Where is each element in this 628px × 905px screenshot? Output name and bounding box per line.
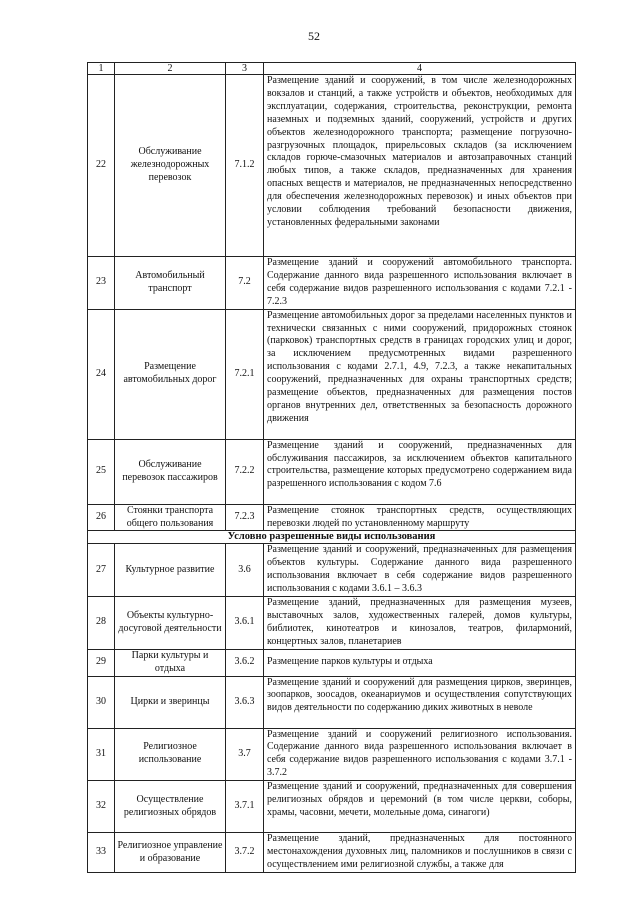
use-type-code: 3.6.2 (226, 649, 264, 676)
row-number: 22 (88, 75, 115, 257)
row-number: 33 (88, 833, 115, 873)
header-cell: 2 (115, 63, 226, 75)
use-type-name: Автомобильный транспорт (115, 257, 226, 310)
use-type-name: Парки культуры и отдыха (115, 649, 226, 676)
header-row (88, 63, 576, 75)
use-type-code: 7.2.3 (226, 504, 264, 531)
row-number: 30 (88, 676, 115, 728)
use-type-name: Объекты культурно-досуговой деятельности (115, 597, 226, 650)
table-row (88, 75, 576, 257)
table-row (88, 544, 576, 597)
row-number: 28 (88, 597, 115, 650)
use-type-description: Размещение зданий, предназначенных для размещения музеев, выставочных залов, художественных галерей, домов культуры, библиотек, кинотеатров и кинозалов, театров, филармоний, концертных залов, планетариев (264, 597, 576, 650)
row-number: 26 (88, 504, 115, 531)
row-number: 23 (88, 257, 115, 310)
table-row (88, 649, 576, 676)
use-type-description: Размещение зданий и сооружений, предназначенных для совершения религиозных обрядов и церемоний (в том числе церкви, соборы, храмы, часовни, мечети, молельные дома, синагоги) (264, 781, 576, 833)
use-type-code: 7.2 (226, 257, 264, 310)
use-type-code: 3.6 (226, 544, 264, 597)
use-type-code: 3.7.1 (226, 781, 264, 833)
use-type-description: Размещение стоянок транспортных средств, осуществляющих перевозки людей по установленному маршруту (264, 504, 576, 531)
use-type-name: Обслуживание железнодорожных перевозок (115, 75, 226, 257)
header-cell: 4 (264, 63, 576, 75)
table-row (88, 504, 576, 531)
use-type-name: Обслуживание перевозок пассажиров (115, 439, 226, 504)
table-row (88, 597, 576, 650)
row-number: 25 (88, 439, 115, 504)
use-type-name: Размещение автомобильных дорог (115, 309, 226, 439)
use-type-name: Осуществление религиозных обрядов (115, 781, 226, 833)
header-cell: 3 (226, 63, 264, 75)
row-number: 27 (88, 544, 115, 597)
use-type-code: 7.1.2 (226, 75, 264, 257)
use-type-code: 3.7 (226, 728, 264, 781)
use-type-description: Размещение зданий и сооружений, предназначенных для размещения объектов культуры. Содержание данного вида разрешенного использования включает в себя содержание видов разрешенного использования с кодами 3.6.1 – 3.6.3 (264, 544, 576, 597)
row-number: 31 (88, 728, 115, 781)
table-row (88, 833, 576, 873)
use-type-description: Размещение зданий, предназначенных для постоянного местонахождения духовных лиц, паломников и послушников в связи с осуществлением ими религиозной службы, а также для (264, 833, 576, 873)
use-type-code: 7.2.2 (226, 439, 264, 504)
table-row (88, 439, 576, 504)
use-type-name: Культурное развитие (115, 544, 226, 597)
use-type-description: Размещение зданий и сооружений автомобильного транспорта. Содержание данного вида разрешенного использования включает в себя содержание видов разрешенного использования с кодами 7.2.1 - 7.2.3 (264, 257, 576, 310)
section-header-row (88, 531, 576, 544)
use-type-description: Размещение зданий и сооружений религиозного использования. Содержание данного вида разрешенного использования включает в себя содержание видов разрешенного использования с кодами 3.7.1 - 3.7.2 (264, 728, 576, 781)
use-type-name: Религиозное управление и образование (115, 833, 226, 873)
section-title: Условно разрешенные виды использования (88, 531, 576, 544)
table-row (88, 781, 576, 833)
use-type-name: Стоянки транспорта общего пользования (115, 504, 226, 531)
page-number: 52 (308, 29, 320, 43)
table-row (88, 676, 576, 728)
use-type-description: Размещение зданий и сооружений, предназначенных для обслуживания пассажиров, за исключением объектов капитального строительства, размещение которых предусмотрено содержанием вида разрешенного использования с кодом 7.6 (264, 439, 576, 504)
row-number: 29 (88, 649, 115, 676)
land-use-table (87, 62, 576, 873)
use-type-name: Цирки и зверинцы (115, 676, 226, 728)
use-type-description: Размещение автомобильных дорог за пределами населенных пунктов и технически связанных с ними сооружений, придорожных стоянок (парковок) транспортных средств в границах городских улиц и дорог, за исключением предусмотренных видами разрешенного использования с кодами 2.7.1, 4.9, 7.2.3, а также некапитальных сооружений, предназначенных для охраны транспортных средств; размещение объектов, предназначенных для размещения постов органов внутренних дел, ответственных за безопасность дорожного движения (264, 309, 576, 439)
use-type-description: Размещение парков культуры и отдыха (264, 649, 576, 676)
header-cell: 1 (88, 63, 115, 75)
use-type-code: 3.6.3 (226, 676, 264, 728)
use-type-code: 7.2.1 (226, 309, 264, 439)
table-row (88, 728, 576, 781)
use-type-name: Религиозное использование (115, 728, 226, 781)
use-type-description: Размещение зданий и сооружений, в том числе железнодорожных вокзалов и станций, а также устройств и объектов, необходимых для эксплуатации, содержания, строительства, реконструкции, ремонта наземных и подземных зданий, сооружений, устройств и других объектов железнодорожного транспорта; размещение погрузочно-разгрузочных площадок, прирельсовых складов (за исключением складов горюче-смазочных материалов и автозаправочных станций любых типов, а также складов, предназначенных для хранения опасных веществ и материалов, не предназначенных непосредственно для обеспечения железнодорожных перевозок) и иных объектов при условии соблюдения требований безопасности движения, установленных федеральными законами (264, 75, 576, 257)
table-row (88, 257, 576, 310)
use-type-code: 3.7.2 (226, 833, 264, 873)
use-type-code: 3.6.1 (226, 597, 264, 650)
row-number: 32 (88, 781, 115, 833)
table-row (88, 309, 576, 439)
use-type-description: Размещение зданий и сооружений для размещения цирков, зверинцев, зоопарков, зоосадов, океанариумов и осуществления сопутствующих видов деятельности по содержанию диких животных в неволе (264, 676, 576, 728)
row-number: 24 (88, 309, 115, 439)
